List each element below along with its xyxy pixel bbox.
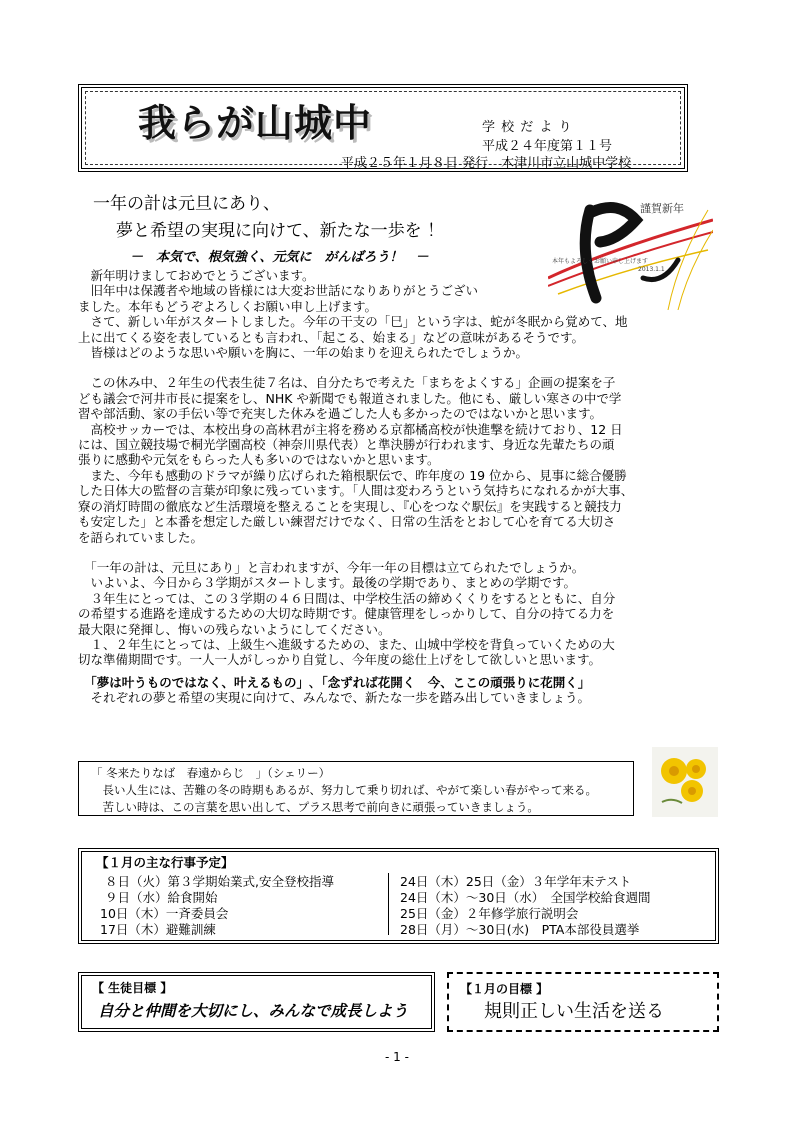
heading-line-2: 夢と希望の実現に向けて、新たな一歩を ！ — [116, 221, 445, 241]
paragraph: を語られていました。 — [78, 529, 204, 545]
greeting-year: 2013.1.1 — [638, 266, 665, 273]
paragraph: 最大限に発揮し、悔いの残らないようにしてください。 — [78, 621, 391, 637]
paragraph: さて、新しい年がスタートしました。今年の干支の「巳」という字は、蛇が冬眠から覚めて、地 — [78, 314, 628, 330]
event-item: 17日（木）避難訓練 — [100, 922, 216, 937]
events-divider — [388, 873, 389, 935]
paragraph: ました。本年もどうぞよろしくお願い申し上げます。 — [78, 298, 378, 314]
paragraph: 切な準備期間です。一人一人がしっかり自覚し、今年度の総仕上げをして欲しいと思います。 — [78, 652, 602, 668]
paragraph: また、今年も感動のドラマが繰り広げられた箱根駅伝で、昨年度の 19 位から、見事に総合優勝 — [78, 467, 627, 483]
heading-line-1: 一年の計は元旦にあり、 — [93, 194, 280, 214]
slogan: － 本気で、根気強く、元気に がんばろう！ － — [130, 250, 429, 265]
paragraph: 習や部活動、家の手伝い等で充実した休みを過ごした人も多かったのではないかと思います。 — [78, 406, 603, 422]
student-goal-label: 【 生徒目標 】 — [92, 981, 173, 995]
paragraph: 上に出てくる姿を表しているとも言われ、「起こる、始まる」などの意味があるそうです。 — [78, 329, 585, 345]
page-number: - 1 - — [385, 1050, 409, 1064]
paragraph: 「一年の計は、元旦にあり」と言われますが、今年一年の目標は立てられたでしょうか。 — [78, 559, 585, 575]
paragraph: 寮の消灯時間の徹底など生活環境を整えることを実現し、『心をつなぐ駅伝』を実践すると競技力 — [78, 498, 622, 514]
event-item: 24日（木）～30日（水） 全国学校給食週間 — [400, 890, 651, 905]
paragraph: 張りに感動や元気をもらった人も多いのではないかと思います。 — [78, 452, 440, 468]
event-item: 24日（木）25日（金）３年学年末テスト — [400, 874, 632, 889]
paragraph: 高校サッカーでは、本校出身の高林君が主将を務める京都橘高校が快進撃を続けており、12 日 — [78, 421, 623, 437]
quote-line: 苦しい時は、この言葉を思い出して、プラス思考で前向きに頑張っていきましょう。 — [91, 800, 539, 814]
paragraph: ３年生にとっては、この３学期の４６日間は、中学校生活の締めくくりをするとともに、自分 — [78, 590, 616, 606]
paragraph: 皆様はどのような思いや願いを胸に、一年の始まりを迎えられたでしょうか。 — [78, 345, 529, 361]
paragraph: も安定した」と本番を想定した厳しい練習だけでなく、日常の生活をとおして心を育てる大切さ — [78, 514, 616, 530]
event-item: 25日（金）２年修学旅行説明会 — [400, 906, 579, 921]
greeting-caption: 本年もよろしくお願い申し上げます — [552, 258, 649, 265]
event-item: ８日（火）第３学期始業式,安全登校指導 — [105, 874, 334, 889]
paragraph: には、国立競技場で桐光学園高校（神奈川県代表）と準決勝が行われます、身近な先輩たちの頑 — [78, 437, 615, 453]
paragraph: の希望する進路を達成するための大切な時期です。健康管理をしっかりして、自分の持てる力を — [78, 606, 615, 622]
event-item: 10日（木）一斉委員会 — [100, 906, 229, 921]
paragraph: １、２年生にとっては、上級生へ進級するための、また、山城中学校を背負っていくための大 — [78, 636, 615, 652]
quote-title: 「 冬来たりなば 春遠からじ 」（シェリー） — [91, 766, 331, 780]
paragraph: 「夢は叶うものではなく、叶えるもの」､「念ずれば花開く 今、ここの頑張りに花開く」 — [78, 674, 591, 690]
newsletter-title: 我らが山城中 — [138, 101, 373, 145]
paragraph: 旧年中は保護者や地域の皆様には大変お世話になりありがとうござい — [78, 283, 479, 299]
paragraph: この休み中、２年生の代表生徒７名は、自分たちで考えた「まちをよくする」企画の提案を子 — [78, 375, 616, 391]
student-goal-text: 自分と仲間を大切にし、みんなで成長しよう — [98, 1001, 409, 1020]
article-body — [78, 268, 720, 706]
flower-image — [652, 747, 718, 817]
greeting-text: 謹賀新年 — [640, 202, 684, 215]
quote-line: 長い人生には、苦難の冬の時期もあるが、努力して乗り切れば、やがて楽しい春がやって来る。 — [91, 783, 597, 797]
issue-number: 平成２４年度第１１号 — [482, 139, 613, 154]
newsletter-label: 学 校 だ よ り — [482, 120, 573, 135]
paragraph: それぞれの夢と希望の実現に向けて、みんなで、新たな一歩を踏み出していきましょう。 — [78, 690, 591, 706]
events-title: 【１月の主な行事予定】 — [96, 855, 234, 870]
month-goal-text: 規則正しい生活を送る — [484, 1001, 664, 1022]
event-item: 28日（月）～30日(水) PTA本部役員選挙 — [400, 922, 640, 937]
month-goal-label: 【１月の目標 】 — [460, 982, 549, 996]
paragraph: 新年明けましておめでとうございます。 — [78, 268, 315, 283]
publish-info: 平成２５年１月８日 発行 木津川市立山城中学校 — [341, 156, 632, 171]
quote-box — [78, 761, 634, 816]
event-item: ９日（水）給食開始 — [105, 890, 218, 905]
flower-icon — [652, 747, 718, 817]
paragraph: した日体大の監督の言葉が印象に残っています。｢人間は変わろうという気持ちになれるかが大事、 — [78, 483, 634, 499]
paragraph: いよいよ、今日から３学期がスタートします。最後の学期であり、まとめの学期です。 — [78, 575, 577, 591]
paragraph: ども議会で河井市長に提案をし、NHK や新聞でも報道されました。他にも、厳しい寒さの中で学 — [78, 390, 622, 406]
